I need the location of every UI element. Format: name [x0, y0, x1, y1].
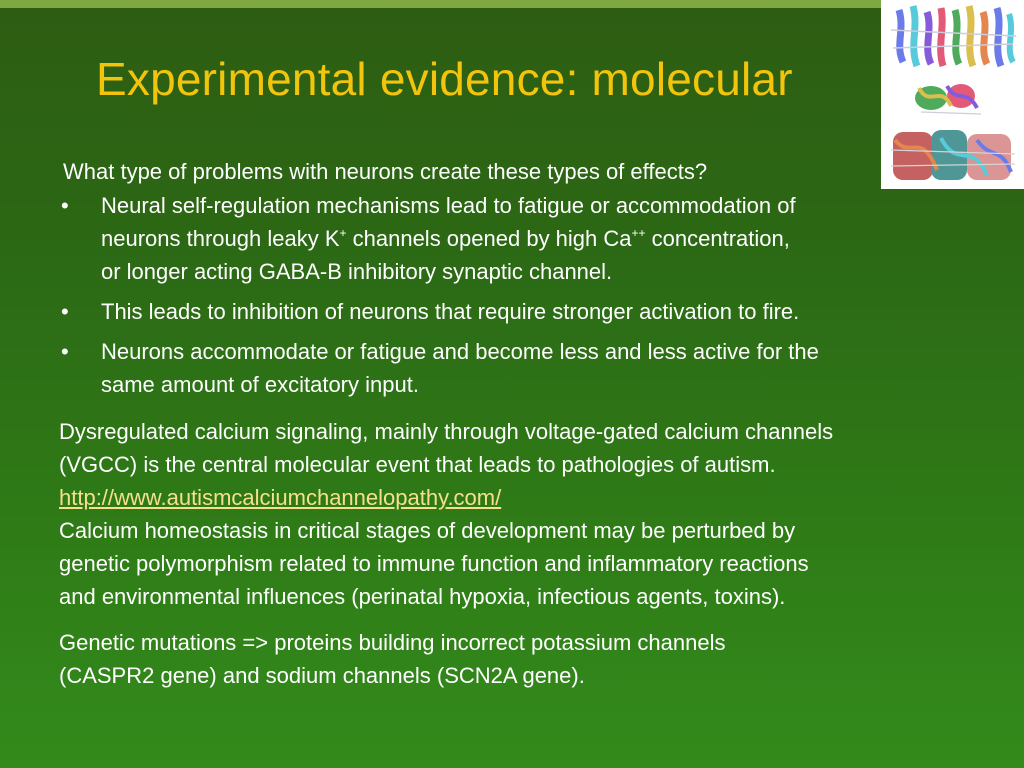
membrane-domain-top — [891, 6, 1016, 66]
bullet-1-line-3: or longer acting GABA-B inhibitory synaptic channel. — [101, 259, 613, 284]
calcium-line-3: Calcium homeostasis in critical stages of development may be perturbed by — [59, 518, 796, 543]
bullet-3-line-1: Neurons accommodate or fatigue and become less and less active for the — [101, 339, 819, 364]
bullet-3-line-2: same amount of excitatory input. — [101, 372, 419, 397]
calcium-line-1: Dysregulated calcium signaling, mainly through voltage-gated calcium channels — [59, 419, 834, 444]
bullet-1-text-c: concentration, — [645, 226, 790, 251]
bullet-item-accommodation — [59, 335, 989, 401]
bullet-1-line-1: Neural self-regulation mechanisms lead to fatigue or accommodation of — [101, 193, 796, 218]
slide-content — [59, 155, 989, 692]
bullet-marker: • — [61, 339, 69, 364]
bullet-list — [59, 189, 989, 401]
bullet-1-line-2 — [101, 222, 989, 255]
bullet-item-inhibition — [59, 295, 989, 328]
bullet-marker: • — [61, 193, 69, 218]
slide-title: Experimental evidence: molecular — [96, 53, 793, 105]
genetic-paragraph — [59, 626, 989, 692]
calcium-line-4: genetic polymorphism related to immune function and inflammatory reactions — [59, 551, 809, 576]
autism-calcium-link[interactable]: http://www.autismcalciumchannelopathy.com/ — [59, 485, 502, 510]
question-text: What type of problems with neurons create these types of effects? — [63, 159, 708, 184]
bullet-2-text: This leads to inhibition of neurons that require stronger activation to fire. — [101, 299, 800, 324]
calcium-line-5: and environmental influences (perinatal hypoxia, infectious agents, toxins). — [59, 584, 786, 609]
top-accent-bar — [0, 0, 1024, 8]
bullet-1-text-a: neurons through leaky K — [101, 226, 340, 251]
calcium-charge: ++ — [631, 226, 646, 240]
bullet-1-text-b: channels opened by high Ca — [346, 226, 632, 251]
bullet-item-self-regulation — [59, 189, 989, 288]
genetic-line-1: Genetic mutations => proteins building incorrect potassium channels — [59, 630, 726, 655]
genetic-line-2: (CASPR2 gene) and sodium channels (SCN2A gene). — [59, 663, 585, 688]
calcium-line-2: (VGCC) is the central molecular event that leads to pathologies of autism. — [59, 452, 776, 477]
membrane-domain-middle — [915, 84, 981, 114]
calcium-paragraph — [59, 415, 989, 613]
bullet-marker: • — [61, 299, 69, 324]
potassium-charge: + — [339, 226, 347, 240]
